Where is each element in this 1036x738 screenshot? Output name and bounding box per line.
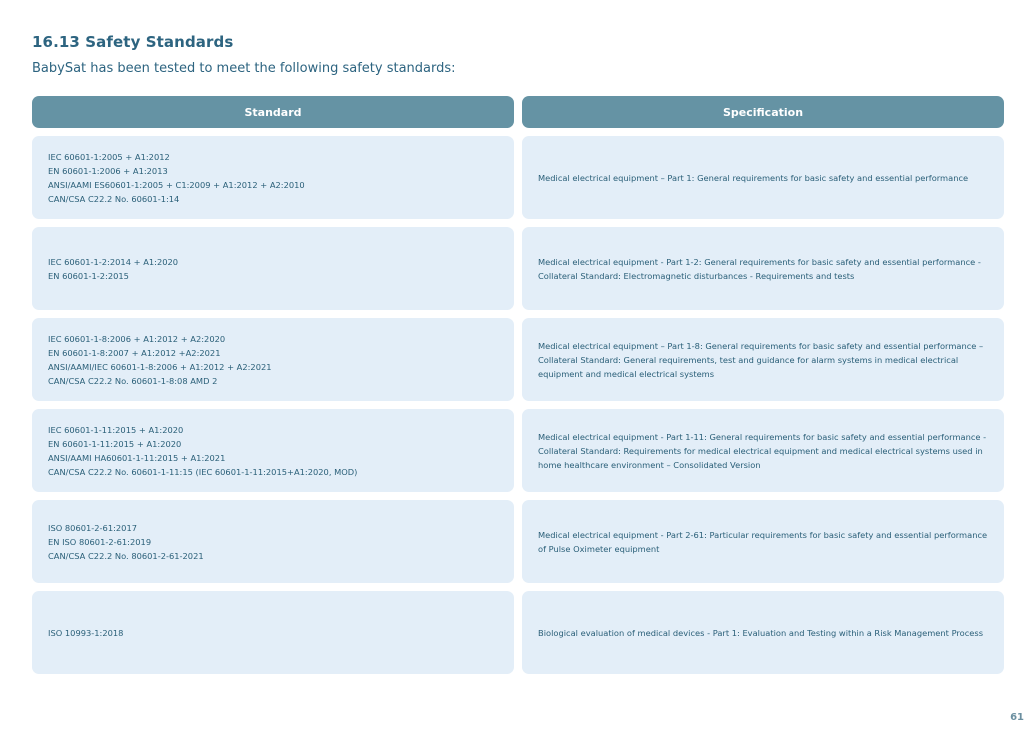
standard-item: EN 60601-1-11:2015 + A1:2020 bbox=[48, 438, 182, 449]
standard-cell bbox=[32, 591, 514, 674]
standard-cell bbox=[32, 318, 514, 401]
specification-text: Medical electrical equipment - Part 1-2: General requirements for basic safety and essential performance - Collateral Standard: Electromagnetic disturbances - Requirements and tests bbox=[538, 256, 981, 281]
specification-cell bbox=[522, 591, 1004, 674]
standard-cell bbox=[32, 409, 514, 492]
standard-item: ISO 80601-2-61:2017 bbox=[48, 522, 138, 533]
specification-text: Medical electrical equipment – Part 1-8: General requirements for basic safety and essential performance – Collateral Standard: General requirements, test and guidance for alarm systems in medical electrical equipment and medical electrical systems bbox=[538, 340, 984, 379]
standard-item: EN 60601-1-8:2007 + A1:2012 +A2:2021 bbox=[48, 347, 221, 358]
standard-column-header: Standard bbox=[32, 96, 514, 128]
page-number: 61 bbox=[1010, 712, 1024, 723]
standard-item: CAN/CSA C22.2 No. 60601-1:14 bbox=[48, 193, 180, 204]
standard-item: CAN/CSA C22.2 No. 60601-1-8:08 AMD 2 bbox=[48, 375, 218, 386]
safety-standards-table bbox=[32, 96, 1004, 674]
standard-item: CAN/CSA C22.2 No. 60601-1-11:15 (IEC 60601-1-11:2015+A1:2020, MOD) bbox=[48, 466, 358, 477]
standard-cell bbox=[32, 227, 514, 310]
standard-item: ANSI/AAMI/IEC 60601-1-8:2006 + A1:2012 + A2:2021 bbox=[48, 361, 272, 372]
specification-column-header: Specification bbox=[522, 96, 1004, 128]
specification-cell bbox=[522, 318, 1004, 401]
standard-cell bbox=[32, 136, 514, 219]
standard-item: IEC 60601-1:2005 + A1:2012 bbox=[48, 151, 170, 162]
specification-text: Medical electrical equipment – Part 1: General requirements for basic safety and essential performance bbox=[538, 172, 969, 183]
standard-item: CAN/CSA C22.2 No. 80601-2-61-2021 bbox=[48, 550, 204, 561]
specification-cell bbox=[522, 500, 1004, 583]
standard-item: IEC 60601-1-2:2014 + A1:2020 bbox=[48, 256, 179, 267]
intro-text: BabySat has been tested to meet the following safety standards: bbox=[32, 61, 456, 76]
standard-item: ANSI/AAMI ES60601-1:2005 + C1:2009 + A1:2012 + A2:2010 bbox=[48, 179, 305, 190]
specification-cell bbox=[522, 409, 1004, 492]
specification-text: Medical electrical equipment - Part 2-61: Particular requirements for basic safety and essential performance of Pulse Oximeter equipment bbox=[538, 529, 988, 554]
standard-item: ISO 10993-1:2018 bbox=[48, 627, 124, 638]
specification-cell bbox=[522, 136, 1004, 219]
specification-text: Biological evaluation of medical devices - Part 1: Evaluation and Testing within a Risk Management Process bbox=[538, 627, 984, 638]
standard-item: IEC 60601-1-11:2015 + A1:2020 bbox=[48, 424, 184, 435]
standard-item: EN ISO 80601-2-61:2019 bbox=[48, 536, 152, 547]
standard-item: EN 60601-1:2006 + A1:2013 bbox=[48, 165, 168, 176]
standard-item: EN 60601-1-2:2015 bbox=[48, 270, 129, 281]
specification-text: Medical electrical equipment - Part 1-11: General requirements for basic safety and essential performance - Collateral Standard: Requirements for medical electrical equipment and medical electrical systems used in home healthcare environment – Consolidated Version bbox=[538, 431, 987, 470]
standard-cell bbox=[32, 500, 514, 583]
specification-cell bbox=[522, 227, 1004, 310]
page-title: 16.13 Safety Standards bbox=[32, 33, 234, 51]
standard-item: ANSI/AAMI HA60601-1-11:2015 + A1:2021 bbox=[48, 452, 226, 463]
standard-item: IEC 60601-1-8:2006 + A1:2012 + A2:2020 bbox=[48, 333, 226, 344]
